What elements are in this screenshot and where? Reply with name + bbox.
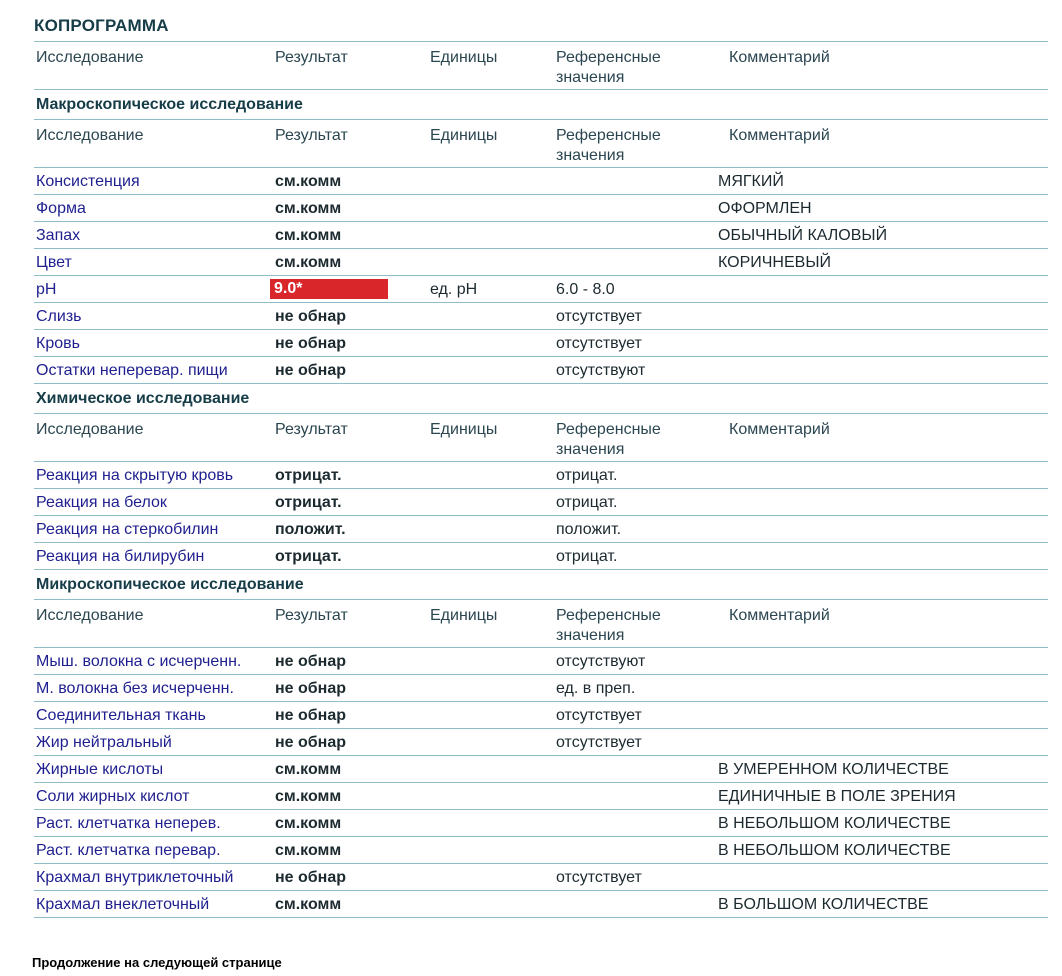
- reference-value: отрицат.: [556, 548, 618, 565]
- comment-value: В БОЛЬШОМ КОЛИЧЕСТВЕ: [718, 896, 929, 913]
- col-result: Результат: [275, 127, 348, 144]
- reference-value: отсутствует: [556, 734, 642, 751]
- test-name: Реакция на белок: [36, 494, 167, 511]
- comment-value: В УМЕРЕННОМ КОЛИЧЕСТВЕ: [718, 761, 949, 778]
- table-row: [34, 729, 1048, 756]
- col-study: Исследование: [36, 127, 144, 144]
- col-result: Результат: [275, 49, 348, 66]
- table-row: [34, 837, 1048, 864]
- macro-rows: [34, 168, 1048, 384]
- col-units: Единицы: [430, 127, 498, 144]
- test-name: Раст. клетчатка неперев.: [36, 815, 221, 832]
- test-name: Реакция на билирубин: [36, 548, 205, 565]
- result-value: не обнар: [275, 335, 346, 352]
- test-name: Реакция на скрытую кровь: [36, 467, 234, 484]
- result-value: не обнар: [275, 308, 346, 325]
- table-row: [34, 303, 1048, 330]
- col-reference: Референсные значения: [556, 421, 661, 458]
- result-value: отрицат.: [275, 494, 342, 511]
- col-units: Единицы: [430, 421, 498, 438]
- reference-value: отсутствует: [556, 335, 642, 352]
- col-comment: Комментарий: [729, 607, 830, 624]
- table-row: [34, 756, 1048, 783]
- column-header: [34, 120, 1048, 168]
- table-row: [34, 489, 1048, 516]
- result-value: не обнар: [275, 707, 346, 724]
- comment-value: ОБЫЧНЫЙ КАЛОВЫЙ: [718, 227, 888, 244]
- test-name: Форма: [36, 200, 86, 217]
- table-row: [34, 675, 1048, 702]
- table-row: [34, 357, 1048, 384]
- reference-value: отсутствуют: [556, 362, 646, 379]
- section-title: Химическое исследование: [34, 384, 1048, 414]
- comment-value: В НЕБОЛЬШОМ КОЛИЧЕСТВЕ: [718, 815, 951, 832]
- table-row: [34, 222, 1048, 249]
- reference-value: отсутствует: [556, 707, 642, 724]
- result-value: см.комм: [275, 227, 342, 244]
- comment-value: МЯГКИЙ: [718, 173, 784, 190]
- comment-value: ОФОРМЛЕН: [718, 200, 812, 217]
- reference-value: отсутствует: [556, 869, 642, 886]
- col-study: Исследование: [36, 49, 144, 66]
- col-comment: Комментарий: [729, 127, 830, 144]
- result-value: см.комм: [275, 761, 342, 778]
- section-title: Макроскопическое исследование: [34, 90, 1048, 120]
- table-row: [34, 195, 1048, 222]
- test-name: Запах: [36, 227, 81, 244]
- test-name: Крахмал внутриклеточный: [36, 869, 234, 886]
- column-header: [34, 42, 1048, 90]
- reference-value: 6.0 - 8.0: [556, 281, 615, 298]
- result-value: положит.: [275, 521, 346, 538]
- table-row: [34, 462, 1048, 489]
- test-name: Соли жирных кислот: [36, 788, 190, 805]
- col-study: Исследование: [36, 607, 144, 624]
- comment-value: КОРИЧНЕВЫЙ: [718, 254, 831, 271]
- table-row: [34, 330, 1048, 357]
- section-title: Микроскопическое исследование: [34, 570, 1048, 600]
- table-row: [34, 648, 1048, 675]
- result-value: отрицат.: [275, 467, 342, 484]
- result-value: не обнар: [275, 680, 346, 697]
- column-header: [34, 414, 1048, 462]
- reference-value: отсутствует: [556, 308, 642, 325]
- result-value: не обнар: [275, 869, 346, 886]
- test-name: Мыш. волокна с исчерченн.: [36, 653, 242, 670]
- table-row: [34, 864, 1048, 891]
- coprogram-report: [34, 10, 1048, 918]
- test-name: Остатки неперевар. пищи: [36, 362, 228, 379]
- col-result: Результат: [275, 421, 348, 438]
- result-value: не обнар: [275, 653, 346, 670]
- result-value: 9.0*: [270, 279, 388, 299]
- table-row: [34, 891, 1048, 918]
- result-value: отрицат.: [275, 548, 342, 565]
- table-row: [34, 543, 1048, 570]
- reference-value: положит.: [556, 521, 622, 538]
- comment-value: В НЕБОЛЬШОМ КОЛИЧЕСТВЕ: [718, 842, 951, 859]
- test-name: Крахмал внеклеточный: [36, 896, 210, 913]
- result-value: см.комм: [275, 254, 342, 271]
- table-row: [34, 702, 1048, 729]
- result-value: см.комм: [275, 896, 342, 913]
- reference-value: отрицат.: [556, 467, 618, 484]
- table-row: [34, 249, 1048, 276]
- col-units: Единицы: [430, 607, 498, 624]
- test-name: Реакция на стеркобилин: [36, 521, 219, 538]
- col-comment: Комментарий: [729, 421, 830, 438]
- result-value: см.комм: [275, 842, 342, 859]
- test-name: Жирные кислоты: [36, 761, 164, 778]
- test-name: Соединительная ткань: [36, 707, 206, 724]
- micro-rows: [34, 648, 1048, 918]
- table-row: [34, 516, 1048, 543]
- col-units: Единицы: [430, 49, 498, 66]
- table-row: [34, 168, 1048, 195]
- result-value: не обнар: [275, 362, 346, 379]
- result-value: см.комм: [275, 788, 342, 805]
- test-name: Слизь: [36, 308, 82, 325]
- comment-value: ЕДИНИЧНЫЕ В ПОЛЕ ЗРЕНИЯ: [718, 788, 956, 805]
- col-result: Результат: [275, 607, 348, 624]
- test-name: Консистенция: [36, 173, 140, 190]
- col-study: Исследование: [36, 421, 144, 438]
- chem-rows: [34, 462, 1048, 570]
- reference-value: отрицат.: [556, 494, 618, 511]
- test-name: М. волокна без исчерченн.: [36, 680, 234, 697]
- reference-value: ед. в преп.: [556, 680, 636, 697]
- test-name: Жир нейтральный: [36, 734, 172, 751]
- report-title: КОПРОГРАММА: [34, 10, 1048, 42]
- test-name: pH: [36, 281, 57, 298]
- result-value: см.комм: [275, 173, 342, 190]
- reference-value: отсутствуют: [556, 653, 646, 670]
- col-reference: Референсные значения: [556, 49, 661, 86]
- col-comment: Комментарий: [729, 49, 830, 66]
- result-value: см.комм: [275, 815, 342, 832]
- table-row: [34, 276, 1048, 303]
- units-value: ед. pH: [430, 281, 478, 298]
- test-name: Цвет: [36, 254, 72, 271]
- continuation-note: Продолжение на следующей странице: [32, 955, 282, 970]
- col-reference: Референсные значения: [556, 607, 661, 644]
- test-name: Кровь: [36, 335, 80, 352]
- col-reference: Референсные значения: [556, 127, 661, 164]
- table-row: [34, 810, 1048, 837]
- result-value: см.комм: [275, 200, 342, 217]
- table-row: [34, 783, 1048, 810]
- result-value: не обнар: [275, 734, 346, 751]
- test-name: Раст. клетчатка перевар.: [36, 842, 221, 859]
- column-header: [34, 600, 1048, 648]
